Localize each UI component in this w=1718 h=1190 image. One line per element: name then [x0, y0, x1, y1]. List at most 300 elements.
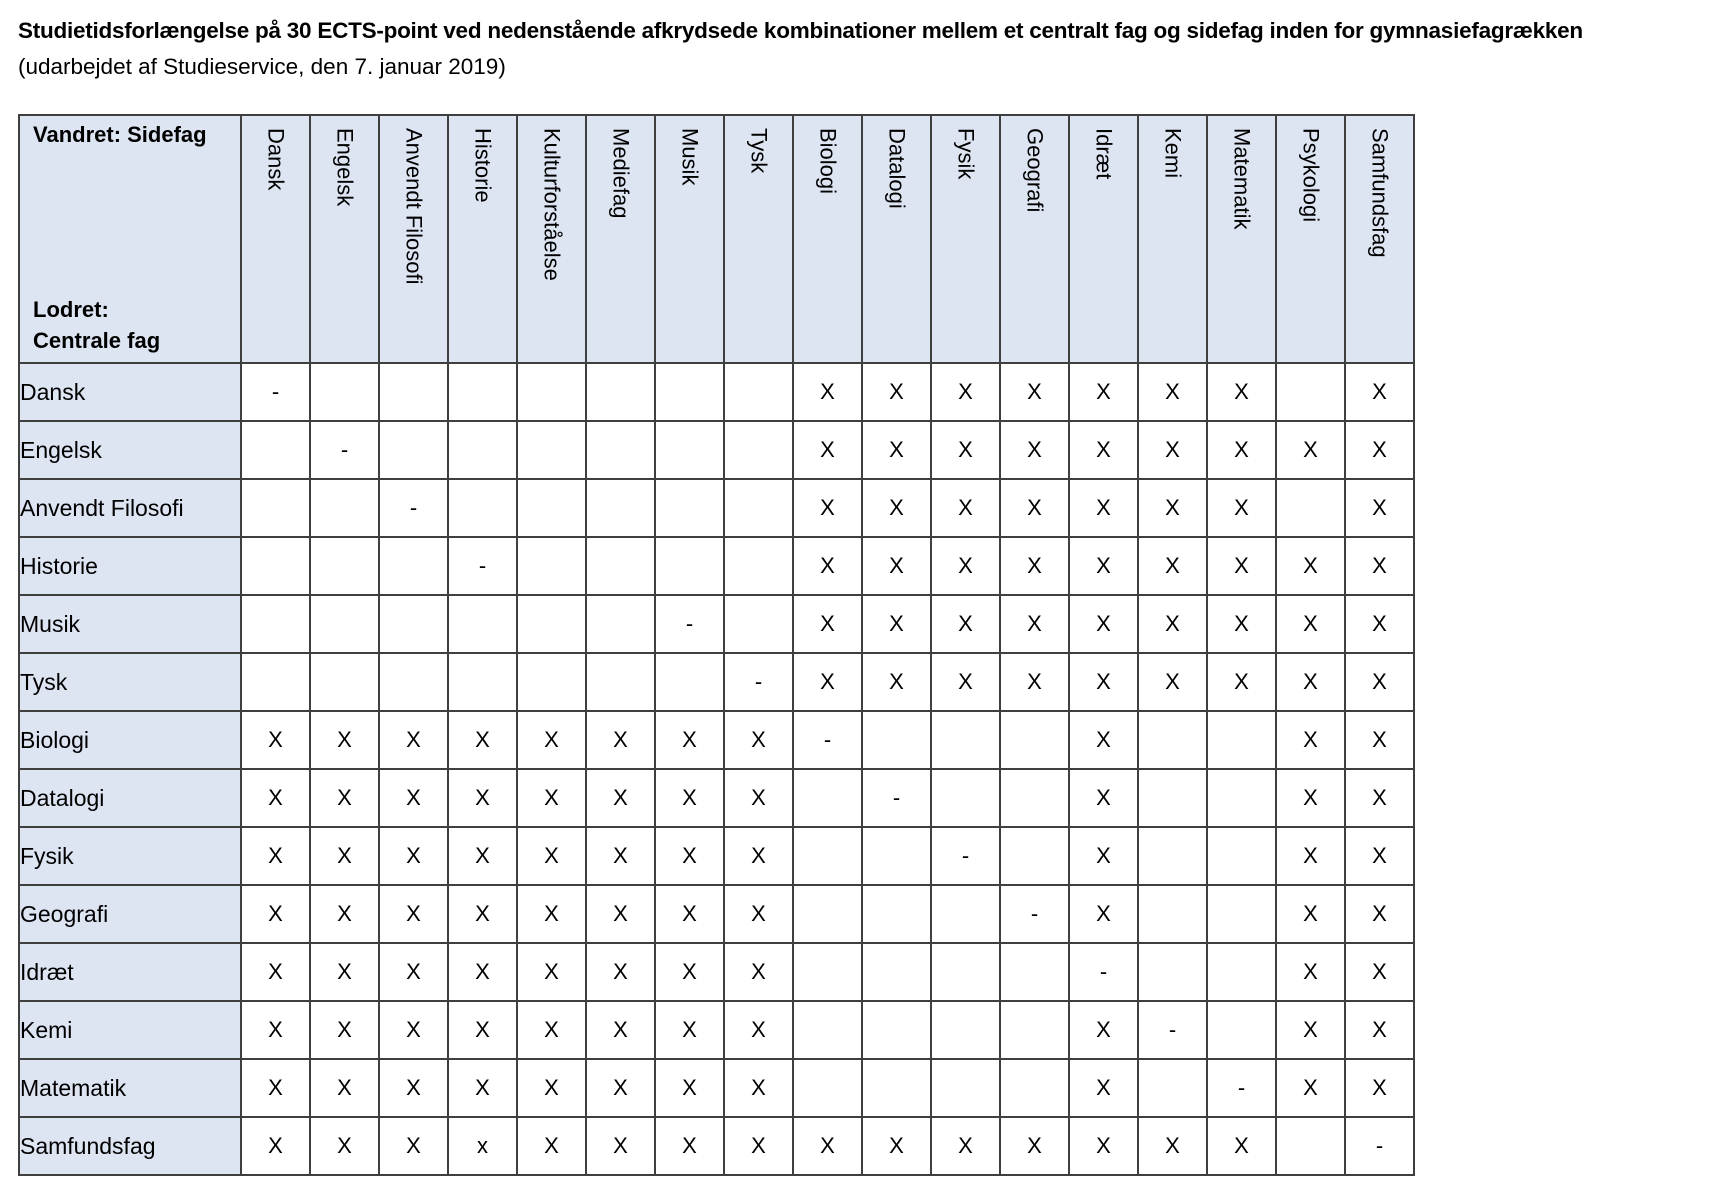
- row-header: Datalogi: [19, 769, 241, 827]
- table-cell: [517, 595, 586, 653]
- table-cell: X: [724, 769, 793, 827]
- column-header: [448, 115, 517, 363]
- column-header: [1276, 115, 1345, 363]
- table-cell: [379, 653, 448, 711]
- table-cell: [931, 885, 1000, 943]
- column-header: [379, 115, 448, 363]
- vertical-axis-label: [33, 294, 160, 356]
- column-header-label: Matematik: [1229, 128, 1255, 230]
- table-cell: X: [1345, 885, 1414, 943]
- table-cell: X: [1207, 421, 1276, 479]
- table-row: [19, 1117, 1414, 1175]
- document-title: Studietidsforlængelse på 30 ECTS-point ved nedenstående afkrydsede kombinationer mellem et centralt fag og sidefag inden for gymnasiefagrækken: [18, 18, 1583, 43]
- table-cell: X: [1069, 711, 1138, 769]
- table-cell: X: [1276, 653, 1345, 711]
- row-header: Samfundsfag: [19, 1117, 241, 1175]
- table-cell: -: [655, 595, 724, 653]
- column-header-label: Geografi: [1022, 128, 1048, 213]
- table-cell: X: [1345, 943, 1414, 1001]
- table-cell: X: [1069, 769, 1138, 827]
- table-cell: X: [931, 595, 1000, 653]
- row-header: Historie: [19, 537, 241, 595]
- table-cell: X: [1069, 1117, 1138, 1175]
- table-cell: [1138, 943, 1207, 1001]
- header-row: [19, 115, 1414, 363]
- table-cell: X: [1069, 653, 1138, 711]
- table-cell: [517, 421, 586, 479]
- table-cell: X: [1207, 653, 1276, 711]
- table-cell: X: [1276, 943, 1345, 1001]
- table-cell: X: [379, 943, 448, 1001]
- table-cell: X: [1276, 827, 1345, 885]
- row-header: Idræt: [19, 943, 241, 1001]
- table-cell: -: [1207, 1059, 1276, 1117]
- row-header: Engelsk: [19, 421, 241, 479]
- table-cell: X: [1345, 827, 1414, 885]
- column-header: [655, 115, 724, 363]
- column-header-label: Mediefag: [608, 128, 634, 219]
- table-cell: [310, 537, 379, 595]
- table-cell: [241, 537, 310, 595]
- table-cell: X: [862, 1117, 931, 1175]
- table-cell: X: [241, 827, 310, 885]
- table-cell: X: [655, 769, 724, 827]
- table-cell: X: [862, 595, 931, 653]
- column-header: [1069, 115, 1138, 363]
- column-header: [931, 115, 1000, 363]
- table-cell: [1207, 711, 1276, 769]
- table-cell: X: [379, 1059, 448, 1117]
- table-cell: X: [517, 885, 586, 943]
- table-cell: X: [241, 1059, 310, 1117]
- table-cell: X: [586, 1001, 655, 1059]
- table-cell: X: [310, 769, 379, 827]
- table-cell: X: [1345, 711, 1414, 769]
- table-cell: [1207, 1001, 1276, 1059]
- table-cell: [931, 769, 1000, 827]
- table-cell: X: [517, 1001, 586, 1059]
- table-cell: [1207, 943, 1276, 1001]
- table-cell: [1138, 885, 1207, 943]
- table-cell: X: [310, 1117, 379, 1175]
- table-cell: X: [241, 943, 310, 1001]
- table-cell: X: [1069, 479, 1138, 537]
- table-cell: X: [379, 769, 448, 827]
- table-cell: [517, 653, 586, 711]
- table-cell: X: [1000, 653, 1069, 711]
- table-cell: X: [793, 421, 862, 479]
- table-cell: -: [379, 479, 448, 537]
- table-cell: X: [1276, 421, 1345, 479]
- table-cell: X: [241, 885, 310, 943]
- table-cell: [517, 537, 586, 595]
- document-subtitle: (udarbejdet af Studieservice, den 7. januar 2019): [18, 54, 506, 79]
- table-cell: X: [1138, 479, 1207, 537]
- table-cell: [724, 421, 793, 479]
- column-header-label: Historie: [470, 128, 496, 203]
- table-cell: X: [931, 537, 1000, 595]
- table-cell: -: [724, 653, 793, 711]
- table-row: [19, 1059, 1414, 1117]
- table-cell: X: [586, 1059, 655, 1117]
- table-cell: [310, 595, 379, 653]
- table-cell: X: [379, 1117, 448, 1175]
- table-cell: [379, 421, 448, 479]
- table-cell: X: [379, 711, 448, 769]
- table-cell: [1000, 769, 1069, 827]
- table-cell: [1276, 479, 1345, 537]
- table-cell: X: [448, 827, 517, 885]
- table-cell: [448, 421, 517, 479]
- table-cell: X: [655, 885, 724, 943]
- table-cell: X: [1345, 769, 1414, 827]
- table-cell: X: [862, 537, 931, 595]
- table-cell: [793, 1001, 862, 1059]
- table-cell: X: [1069, 537, 1138, 595]
- table-cell: X: [1345, 1001, 1414, 1059]
- table-cell: X: [517, 943, 586, 1001]
- row-header: Fysik: [19, 827, 241, 885]
- table-row: [19, 885, 1414, 943]
- table-cell: [931, 711, 1000, 769]
- table-cell: X: [1345, 653, 1414, 711]
- table-cell: X: [931, 1117, 1000, 1175]
- horizontal-axis-label: Vandret: Sidefag: [33, 122, 207, 147]
- table-cell: X: [1000, 363, 1069, 421]
- row-header: Tysk: [19, 653, 241, 711]
- table-cell: X: [586, 885, 655, 943]
- table-cell: X: [793, 479, 862, 537]
- table-cell: [793, 827, 862, 885]
- column-header-label: Tysk: [746, 128, 772, 174]
- column-header: [241, 115, 310, 363]
- table-cell: [862, 885, 931, 943]
- column-header: [1207, 115, 1276, 363]
- table-cell: X: [448, 1001, 517, 1059]
- table-cell: [1000, 711, 1069, 769]
- combination-table: [18, 114, 1415, 1176]
- column-header-label: Kemi: [1160, 128, 1186, 179]
- table-cell: -: [931, 827, 1000, 885]
- table-cell: [448, 363, 517, 421]
- table-cell: [724, 537, 793, 595]
- table-cell: X: [724, 827, 793, 885]
- table-row: [19, 943, 1414, 1001]
- table-cell: X: [862, 363, 931, 421]
- table-cell: X: [1138, 595, 1207, 653]
- row-header: Dansk: [19, 363, 241, 421]
- table-cell: [862, 1001, 931, 1059]
- table-cell: [586, 595, 655, 653]
- table-cell: X: [931, 479, 1000, 537]
- table-row: [19, 827, 1414, 885]
- table-cell: X: [793, 363, 862, 421]
- table-cell: X: [448, 769, 517, 827]
- table-cell: X: [931, 363, 1000, 421]
- table-cell: X: [586, 769, 655, 827]
- table-cell: X: [448, 943, 517, 1001]
- table-cell: X: [1138, 653, 1207, 711]
- table-cell: X: [310, 1059, 379, 1117]
- table-cell: X: [1345, 421, 1414, 479]
- column-header: [1345, 115, 1414, 363]
- table-cell: X: [517, 1059, 586, 1117]
- table-cell: [379, 595, 448, 653]
- row-header: Anvendt Filosofi: [19, 479, 241, 537]
- table-cell: X: [1207, 595, 1276, 653]
- table-cell: X: [1276, 885, 1345, 943]
- table-cell: [1000, 943, 1069, 1001]
- table-cell: X: [862, 421, 931, 479]
- table-cell: [517, 479, 586, 537]
- table-cell: [655, 653, 724, 711]
- table-cell: X: [517, 827, 586, 885]
- row-header: Biologi: [19, 711, 241, 769]
- table-cell: X: [1138, 1117, 1207, 1175]
- column-header-label: Psykologi: [1298, 128, 1324, 223]
- table-cell: X: [1276, 1001, 1345, 1059]
- table-cell: X: [310, 885, 379, 943]
- table-cell: X: [241, 711, 310, 769]
- table-cell: [586, 653, 655, 711]
- table-cell: [1138, 827, 1207, 885]
- table-cell: [517, 363, 586, 421]
- table-cell: X: [655, 827, 724, 885]
- column-header: [1000, 115, 1069, 363]
- table-cell: X: [724, 711, 793, 769]
- row-header: Kemi: [19, 1001, 241, 1059]
- table-cell: X: [862, 479, 931, 537]
- table-cell: X: [1000, 595, 1069, 653]
- column-header-label: Anvendt Filosofi: [401, 128, 427, 285]
- table-cell: [655, 479, 724, 537]
- table-cell: X: [586, 1117, 655, 1175]
- table-cell: X: [1207, 537, 1276, 595]
- column-header: [724, 115, 793, 363]
- table-cell: -: [862, 769, 931, 827]
- table-cell: [793, 769, 862, 827]
- table-cell: [310, 363, 379, 421]
- column-header: [793, 115, 862, 363]
- table-cell: [241, 479, 310, 537]
- table-row: [19, 363, 1414, 421]
- table-cell: X: [1276, 1059, 1345, 1117]
- vertical-axis-label-line1: Lodret:: [33, 297, 109, 322]
- table-cell: X: [1345, 1059, 1414, 1117]
- table-cell: X: [724, 1059, 793, 1117]
- table-cell: [724, 363, 793, 421]
- table-cell: [241, 653, 310, 711]
- table-cell: -: [793, 711, 862, 769]
- table-cell: X: [241, 1117, 310, 1175]
- table-cell: [931, 1001, 1000, 1059]
- table-cell: [310, 653, 379, 711]
- table-cell: X: [655, 1059, 724, 1117]
- table-cell: [793, 943, 862, 1001]
- table-row: [19, 769, 1414, 827]
- table-cell: X: [1069, 1059, 1138, 1117]
- column-header-label: Idræt: [1091, 128, 1117, 180]
- table-cell: [1276, 1117, 1345, 1175]
- table-row: [19, 421, 1414, 479]
- table-cell: [655, 537, 724, 595]
- table-cell: X: [379, 885, 448, 943]
- table-cell: X: [1207, 363, 1276, 421]
- table-cell: X: [448, 1059, 517, 1117]
- column-header-label: Samfundsfag: [1367, 128, 1393, 258]
- table-cell: [586, 537, 655, 595]
- table-cell: X: [1138, 363, 1207, 421]
- table-cell: [241, 421, 310, 479]
- table-cell: X: [448, 711, 517, 769]
- table-cell: X: [1207, 1117, 1276, 1175]
- table-cell: X: [655, 1001, 724, 1059]
- table-cell: -: [1138, 1001, 1207, 1059]
- table-cell: [1207, 769, 1276, 827]
- table-row: [19, 479, 1414, 537]
- column-header: [586, 115, 655, 363]
- table-cell: X: [1069, 595, 1138, 653]
- table-cell: [655, 363, 724, 421]
- table-cell: [655, 421, 724, 479]
- table-cell: X: [448, 885, 517, 943]
- table-cell: [586, 479, 655, 537]
- column-header-label: Fysik: [953, 128, 979, 180]
- table-cell: X: [310, 827, 379, 885]
- table-cell: [1207, 885, 1276, 943]
- table-cell: [793, 885, 862, 943]
- table-cell: X: [1345, 537, 1414, 595]
- table-row: [19, 711, 1414, 769]
- table-cell: [1138, 1059, 1207, 1117]
- row-header: Geografi: [19, 885, 241, 943]
- table-cell: X: [931, 421, 1000, 479]
- table-cell: [1000, 827, 1069, 885]
- table-cell: X: [1069, 363, 1138, 421]
- column-header: [310, 115, 379, 363]
- table-cell: X: [931, 653, 1000, 711]
- column-header-label: Datalogi: [884, 128, 910, 209]
- table-cell: X: [724, 1117, 793, 1175]
- table-cell: X: [1000, 479, 1069, 537]
- table-cell: X: [310, 1001, 379, 1059]
- table-cell: X: [1207, 479, 1276, 537]
- table-cell: X: [586, 711, 655, 769]
- table-cell: [1138, 711, 1207, 769]
- table-cell: X: [1276, 769, 1345, 827]
- table-cell: X: [862, 653, 931, 711]
- table-cell: [724, 595, 793, 653]
- table-body: [19, 363, 1414, 1175]
- table-cell: -: [1000, 885, 1069, 943]
- column-header-label: Kulturforståelse: [539, 128, 565, 281]
- table-cell: X: [1276, 711, 1345, 769]
- table-cell: x: [448, 1117, 517, 1175]
- table-cell: [1138, 769, 1207, 827]
- table-cell: X: [724, 1001, 793, 1059]
- table-cell: X: [586, 943, 655, 1001]
- table-cell: [1207, 827, 1276, 885]
- column-header: [517, 115, 586, 363]
- column-header-label: Dansk: [263, 128, 289, 191]
- table-cell: [241, 595, 310, 653]
- table-cell: X: [241, 1001, 310, 1059]
- table-cell: X: [310, 943, 379, 1001]
- table-cell: [586, 421, 655, 479]
- table-cell: [1000, 1001, 1069, 1059]
- table-cell: [724, 479, 793, 537]
- table-cell: [931, 943, 1000, 1001]
- table-cell: [586, 363, 655, 421]
- table-cell: [448, 479, 517, 537]
- table-cell: -: [448, 537, 517, 595]
- table-cell: X: [655, 943, 724, 1001]
- table-cell: X: [241, 769, 310, 827]
- table-cell: X: [1276, 537, 1345, 595]
- table-cell: -: [241, 363, 310, 421]
- table-cell: [862, 943, 931, 1001]
- column-header: [862, 115, 931, 363]
- table-cell: X: [1276, 595, 1345, 653]
- table-cell: X: [1000, 421, 1069, 479]
- table-cell: X: [310, 711, 379, 769]
- row-header: Matematik: [19, 1059, 241, 1117]
- table-row: [19, 595, 1414, 653]
- table-cell: X: [379, 827, 448, 885]
- table-cell: [862, 1059, 931, 1117]
- table-cell: -: [1345, 1117, 1414, 1175]
- table-cell: X: [793, 595, 862, 653]
- table-cell: X: [1345, 595, 1414, 653]
- table-cell: X: [1069, 1001, 1138, 1059]
- table-cell: X: [1069, 885, 1138, 943]
- column-header: [1138, 115, 1207, 363]
- column-header-label: Engelsk: [332, 128, 358, 207]
- table-cell: X: [724, 885, 793, 943]
- table-cell: X: [1138, 537, 1207, 595]
- table-cell: [379, 537, 448, 595]
- table-cell: -: [1069, 943, 1138, 1001]
- table-cell: X: [1345, 479, 1414, 537]
- vertical-axis-label-line2: Centrale fag: [33, 328, 161, 353]
- table-cell: X: [793, 1117, 862, 1175]
- table-cell: [793, 1059, 862, 1117]
- table-cell: X: [1069, 827, 1138, 885]
- column-header-label: Biologi: [815, 128, 841, 195]
- table-cell: [379, 363, 448, 421]
- table-cell: [1276, 363, 1345, 421]
- table-cell: X: [1345, 363, 1414, 421]
- table-cell: [310, 479, 379, 537]
- table-cell: X: [655, 711, 724, 769]
- table-cell: X: [793, 537, 862, 595]
- table-cell: [862, 711, 931, 769]
- table-cell: X: [655, 1117, 724, 1175]
- corner-header: [19, 115, 241, 363]
- table-cell: X: [1000, 537, 1069, 595]
- table-cell: -: [310, 421, 379, 479]
- table-cell: X: [1138, 421, 1207, 479]
- table-cell: X: [586, 827, 655, 885]
- table-cell: X: [517, 711, 586, 769]
- table-cell: X: [793, 653, 862, 711]
- row-header: Musik: [19, 595, 241, 653]
- table-cell: [931, 1059, 1000, 1117]
- column-header-label: Musik: [677, 128, 703, 186]
- table-cell: [1000, 1059, 1069, 1117]
- table-row: [19, 653, 1414, 711]
- table-cell: X: [379, 1001, 448, 1059]
